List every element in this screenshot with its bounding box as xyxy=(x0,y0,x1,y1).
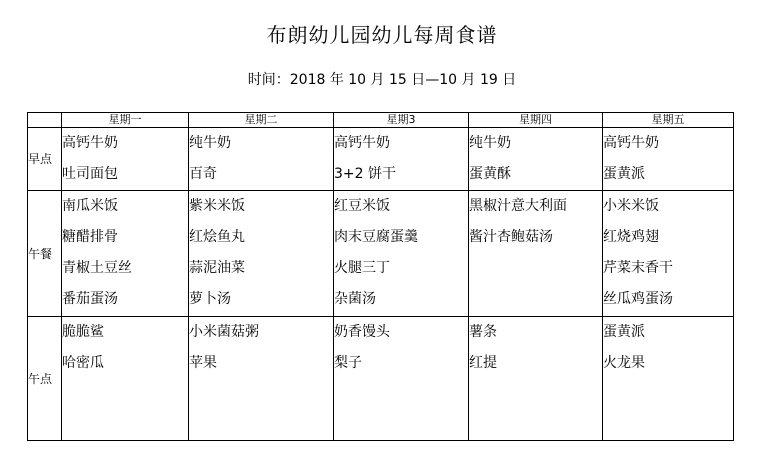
day-header-wed: 星期3 xyxy=(334,113,469,128)
dish-item: 火腿三丁 xyxy=(334,260,390,276)
menu-cell xyxy=(62,191,189,317)
dish-item: 糖醋排骨 xyxy=(62,229,118,245)
dish-item: 哈密瓜 xyxy=(62,355,104,371)
dish-item: 红提 xyxy=(469,355,497,371)
dish-item: 黑椒汁意大利面 xyxy=(469,198,567,214)
menu-cell xyxy=(469,128,603,191)
menu-cell xyxy=(334,128,469,191)
dish-item: 蛋黄派 xyxy=(603,324,645,340)
dish-item: 红豆米饭 xyxy=(334,198,390,214)
meal-label-breakfast: 早点 xyxy=(28,128,62,191)
dish-item: 蛋黄酥 xyxy=(469,166,511,182)
dish-item: 紫米米饭 xyxy=(189,198,245,214)
dish-item: 萝卜汤 xyxy=(189,291,231,307)
menu-cell xyxy=(189,317,334,441)
menu-cell xyxy=(603,191,734,317)
meal-row-breakfast xyxy=(28,128,734,191)
meal-label-lunch: 午餐 xyxy=(28,191,62,317)
day-header-thu: 星期四 xyxy=(469,113,603,128)
dish-item: 酱汁杏鲍菇汤 xyxy=(469,229,553,245)
dish-item: 火龙果 xyxy=(603,355,645,371)
menu-cell xyxy=(469,317,603,441)
dish-item: 芹菜末香干 xyxy=(603,260,673,276)
dish-item: 百奇 xyxy=(189,166,217,182)
menu-cell xyxy=(62,128,189,191)
dish-item: 苹果 xyxy=(189,355,217,371)
dish-item: 高钙牛奶 xyxy=(334,135,390,151)
menu-cell xyxy=(189,128,334,191)
dish-item: 脆脆鲨 xyxy=(62,324,104,340)
menu-cell xyxy=(334,191,469,317)
dish-item: 红烧鸡翅 xyxy=(603,229,659,245)
day-header-fri: 星期五 xyxy=(603,113,734,128)
date-range: 时间：2018 年 10 月 15 日—10 月 19 日 xyxy=(247,72,517,88)
dish-item: 南瓜米饭 xyxy=(62,198,118,214)
day-header-mon: 星期一 xyxy=(62,113,189,128)
dish-item: 薯条 xyxy=(469,324,497,340)
meal-label-snack: 午点 xyxy=(28,317,62,441)
dish-item: 肉末豆腐蛋羹 xyxy=(334,229,418,245)
meal-row-snack xyxy=(28,317,734,441)
menu-cell xyxy=(189,191,334,317)
menu-cell xyxy=(603,128,734,191)
header-row xyxy=(28,113,734,128)
dish-item: 蒜泥油菜 xyxy=(189,260,245,276)
dish-item: 蛋黄派 xyxy=(603,166,645,182)
dish-item: 杂菌汤 xyxy=(334,291,376,307)
dish-item: 红烩鱼丸 xyxy=(189,229,245,245)
dish-item: 奶香馒头 xyxy=(334,324,390,340)
weekly-menu-table xyxy=(27,112,734,441)
dish-item: 吐司面包 xyxy=(62,166,118,182)
dish-item: 青椒土豆丝 xyxy=(62,260,132,276)
dish-item: 小米菌菇粥 xyxy=(189,324,259,340)
corner-cell xyxy=(28,113,62,128)
page-title: 布朗幼儿园幼儿每周食谱 xyxy=(266,23,498,47)
meal-row-lunch xyxy=(28,191,734,317)
dish-item: 3+2 饼干 xyxy=(334,166,396,182)
dish-item: 小米米饭 xyxy=(603,198,659,214)
menu-cell xyxy=(469,191,603,317)
menu-cell xyxy=(334,317,469,441)
menu-cell xyxy=(603,317,734,441)
dish-item: 高钙牛奶 xyxy=(603,135,659,151)
dish-item: 纯牛奶 xyxy=(189,135,231,151)
dish-item: 纯牛奶 xyxy=(469,135,511,151)
dish-item: 丝瓜鸡蛋汤 xyxy=(603,291,673,307)
dish-item: 梨子 xyxy=(334,355,362,371)
menu-cell xyxy=(62,317,189,441)
day-header-tue: 星期二 xyxy=(189,113,334,128)
dish-item: 高钙牛奶 xyxy=(62,135,118,151)
dish-item: 番茄蛋汤 xyxy=(62,291,118,307)
